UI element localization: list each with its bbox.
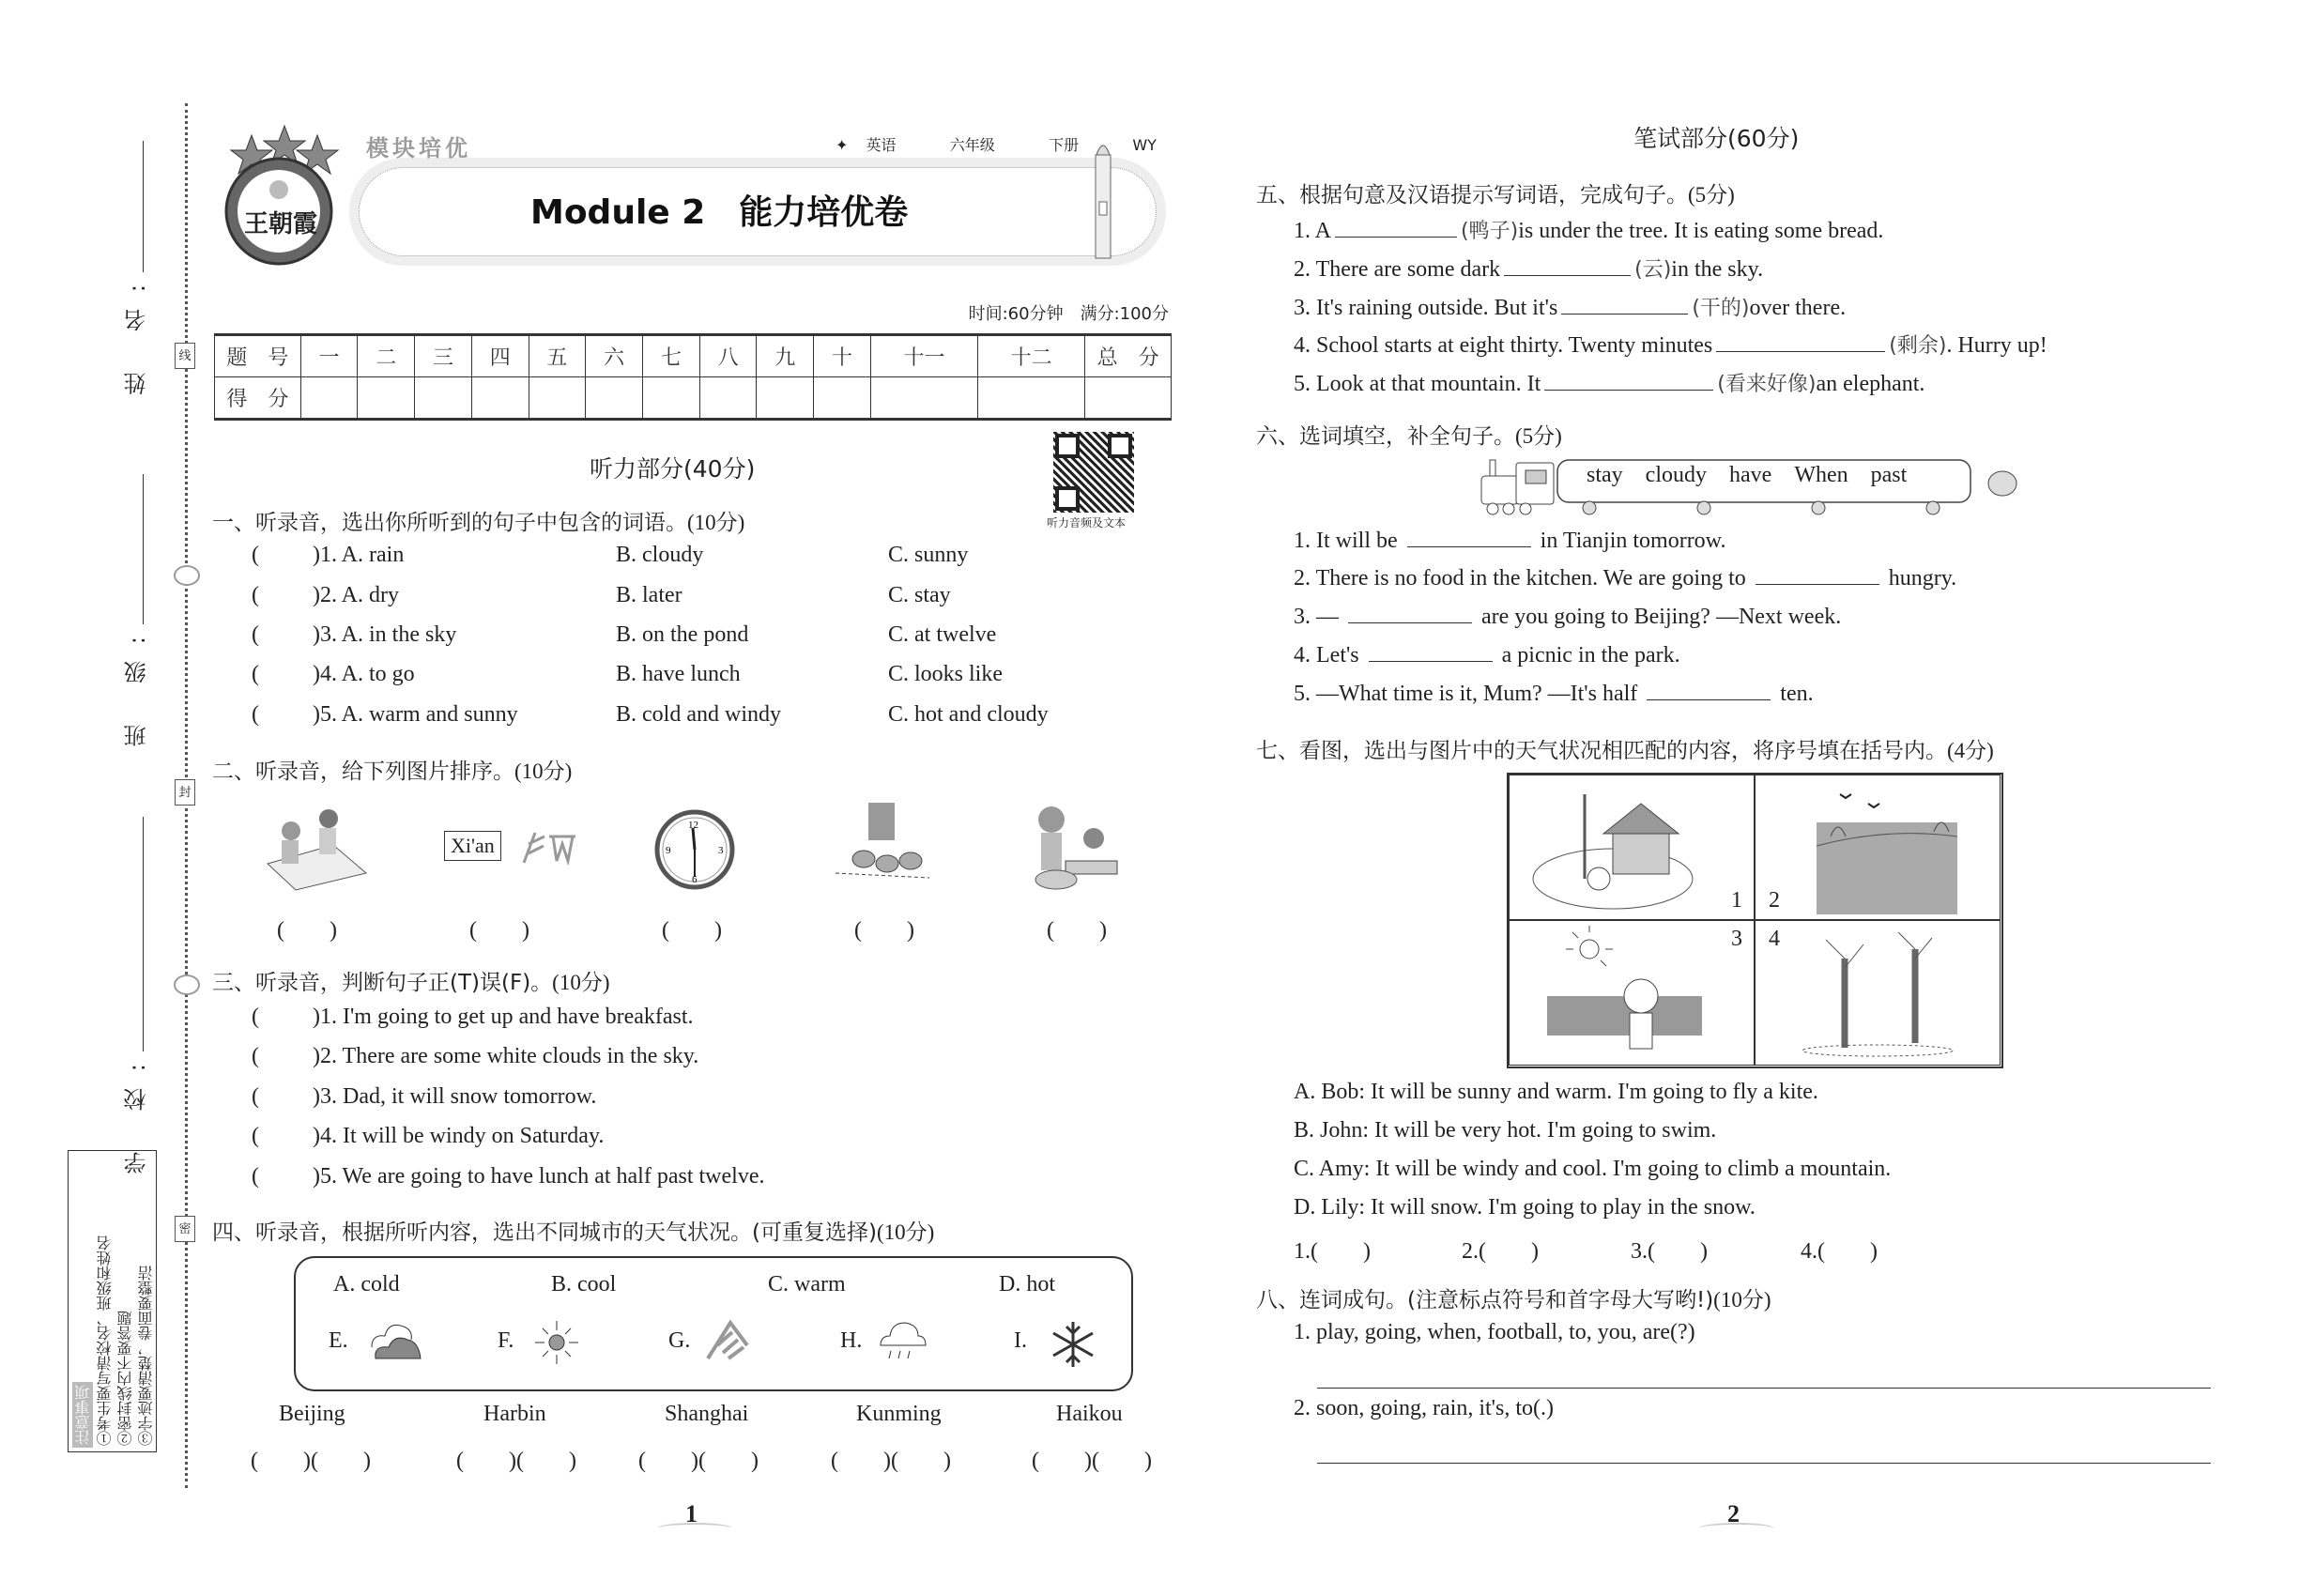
q7-answer-paren[interactable]: 4.( ) <box>1801 1239 1878 1264</box>
term: 下册 <box>1049 136 1080 154</box>
answer-paren[interactable]: ( <box>252 662 259 686</box>
score-header-cell: 五 <box>529 335 586 377</box>
q5-points: (5分) <box>1688 183 1735 207</box>
answer-paren[interactable]: ( <box>252 583 259 607</box>
rain-icon <box>876 1319 927 1373</box>
grade: 六年级 <box>949 136 995 154</box>
q6-text-after: in Tianjin tomorrow. <box>1540 529 1726 553</box>
q6-text-before: 1. It will be <box>1294 529 1398 553</box>
score-header-cell: 总 分 <box>1085 335 1172 377</box>
q6-item <box>1294 605 1841 630</box>
windy-icon <box>704 1319 751 1367</box>
q3-statement: )4. It will be windy on Saturday. <box>313 1124 605 1148</box>
q5-item <box>1294 292 1846 321</box>
score-input-cell[interactable] <box>586 377 643 420</box>
q6-item <box>1294 682 1814 707</box>
order-paren-4[interactable]: ( ) <box>854 918 914 943</box>
city-answer-parens[interactable]: ( )( ) <box>1032 1449 1152 1473</box>
picnic-picture <box>258 807 371 898</box>
q6-text-before: 2. There is no food in the kitchen. We are going to <box>1294 566 1746 591</box>
q3-statement: )5. We are going to have lunch at half past twelve. <box>313 1164 765 1189</box>
fill-blank[interactable] <box>1335 236 1457 238</box>
time-info: 时间:60分钟 满分:100分 <box>968 304 1169 324</box>
word-bank-word: past <box>1870 463 1908 487</box>
q5-item <box>1294 368 1924 397</box>
city-name: Shanghai <box>665 1402 749 1426</box>
seal-mark-seal: 封 <box>175 779 195 806</box>
ducks-picture <box>826 803 939 903</box>
q5-text-before: 5. Look at that mountain. It <box>1294 372 1541 396</box>
q5-item <box>1294 215 1883 244</box>
fill-blank[interactable] <box>1716 350 1885 352</box>
answer-paren[interactable]: ( <box>252 1084 259 1109</box>
picture-number: 3 <box>1731 927 1742 951</box>
xian-sign: Xi'an <box>444 831 501 861</box>
svg-text:9: 9 <box>666 845 671 856</box>
notice-box <box>68 1150 157 1452</box>
q6-heading <box>1256 419 1562 450</box>
school-label: 学 校: <box>124 1047 150 1174</box>
page-ornament <box>1699 1523 1774 1534</box>
q5-chinese-hint: (云) <box>1634 258 1672 282</box>
score-header-cell: 一 <box>300 335 358 377</box>
hot-boy-picture <box>1509 920 1755 1066</box>
city-name: Haikou <box>1056 1402 1123 1426</box>
q7-answer-paren[interactable]: 1.( ) <box>1294 1239 1371 1264</box>
score-header-cell: 八 <box>699 335 757 377</box>
q6-item <box>1294 566 1956 591</box>
q1-option-a: )2. A. dry <box>313 583 399 607</box>
answer-paren[interactable]: ( <box>252 1044 259 1068</box>
answer-paren[interactable]: ( <box>252 702 259 727</box>
brand-logo <box>208 122 349 268</box>
city-answer-parens[interactable]: ( )( ) <box>638 1449 759 1473</box>
q7-heading <box>1256 733 1994 764</box>
fill-blank[interactable] <box>1561 313 1688 315</box>
q5-text-after: an elephant. <box>1816 372 1925 396</box>
q6-points: (5分) <box>1515 424 1562 448</box>
score-input-cell[interactable] <box>699 377 757 420</box>
q3-heading <box>212 965 610 996</box>
q1-heading <box>212 505 744 536</box>
svg-text:6: 6 <box>692 874 698 885</box>
score-header-cell: 十二 <box>978 335 1085 377</box>
weather-word: B. cool <box>551 1272 617 1297</box>
q5-heading <box>1256 177 1735 208</box>
q5-item <box>1294 253 1763 283</box>
children-lunch-picture <box>1028 803 1122 898</box>
brand-name: 王朝霞 <box>244 210 318 238</box>
lighthouse-icon <box>1089 131 1117 263</box>
score-input-cell[interactable] <box>978 377 1085 420</box>
fill-blank[interactable] <box>1407 545 1531 547</box>
fill-blank[interactable] <box>1369 660 1493 662</box>
score-input-cell[interactable] <box>529 377 586 420</box>
notice-title: 注意事项 <box>72 1382 93 1448</box>
q1-option-a: )5. A. warm and sunny <box>313 702 518 727</box>
class-field[interactable] <box>143 474 144 624</box>
picture-number: 2 <box>1769 888 1780 913</box>
q5-item <box>1294 330 2047 359</box>
q8-heading <box>1256 1282 1771 1313</box>
fill-blank[interactable] <box>1756 583 1879 585</box>
score-input-cell[interactable] <box>471 377 529 420</box>
answer-line-2[interactable] <box>1317 1463 2211 1464</box>
clock-picture <box>654 809 735 897</box>
order-paren-1[interactable]: ( ) <box>277 918 337 943</box>
score-input-cell[interactable] <box>814 377 871 420</box>
word-bank-word: cloudy <box>1645 463 1707 487</box>
listening-section-title: 听力部分(40分) <box>590 455 756 483</box>
score-input-cell[interactable] <box>643 377 700 420</box>
series-label: 模块培优 <box>366 135 471 161</box>
fill-blank[interactable] <box>1544 389 1713 391</box>
q1-option-a: )1. A. rain <box>313 543 405 567</box>
q4-points: (10分) <box>876 1220 935 1244</box>
q1-option-c: C. at twelve <box>888 622 997 647</box>
page-title: Module 2 能力培优卷 <box>530 193 909 232</box>
score-row <box>215 377 1172 420</box>
writing-section-title: 笔试部分(60分) <box>1633 125 1800 152</box>
q5-chinese-hint: (看来好像) <box>1717 373 1817 396</box>
score-header-cell: 二 <box>358 335 415 377</box>
notice-item: ③字迹要清楚，卷面要整洁 <box>139 1266 155 1446</box>
weather-word: C. warm <box>768 1272 846 1297</box>
score-table <box>214 333 1172 421</box>
seal-mark-secret: 密 <box>175 1216 195 1242</box>
score-input-cell[interactable] <box>757 377 814 420</box>
q1-option-b: B. cloudy <box>616 543 704 567</box>
name-field[interactable] <box>143 141 144 272</box>
svg-text:3: 3 <box>718 845 724 856</box>
q1-option-b: B. on the pond <box>616 622 749 647</box>
score-header-row <box>215 335 1172 377</box>
q5-text-after: in the sky. <box>1671 257 1764 282</box>
city-name: Kunming <box>856 1402 942 1426</box>
score-header-cell: 十 <box>814 335 871 377</box>
answer-paren[interactable]: ( <box>252 622 259 647</box>
q3-statement: )1. I'm going to get up and have breakfast. <box>313 1005 694 1029</box>
weather-word: A. cold <box>333 1272 400 1297</box>
weather-option-label: F. <box>498 1328 514 1353</box>
edition: WY <box>1132 136 1157 154</box>
q1-option-c: C. looks like <box>888 662 1004 686</box>
q5-text-before: 1. A <box>1294 219 1332 243</box>
q6-text-after: are you going to Beijing? —Next week. <box>1481 605 1842 629</box>
q2-heading <box>212 754 572 785</box>
subject: 英语 <box>866 136 897 154</box>
q4-heading <box>212 1215 934 1246</box>
weather-option-label: H. <box>840 1328 863 1353</box>
score-input-cell[interactable] <box>358 377 415 420</box>
q3-statement: )3. Dad, it will snow tomorrow. <box>313 1084 597 1109</box>
weather-word: D. hot <box>999 1272 1055 1297</box>
q6-item <box>1294 643 1680 668</box>
score-header-cell: 四 <box>471 335 529 377</box>
word-bank-word: When <box>1794 463 1848 487</box>
order-paren-5[interactable]: ( ) <box>1047 918 1107 943</box>
q1-points: (10分) <box>687 511 745 534</box>
spring-park-picture <box>1755 775 2001 920</box>
score-header-cell: 题 号 <box>215 335 301 377</box>
weather-option-label: G. <box>668 1328 691 1353</box>
city-answer-parens[interactable]: ( )( ) <box>251 1449 371 1473</box>
picture-number: 1 <box>1731 888 1742 913</box>
windy-trees-picture <box>1755 920 2001 1066</box>
train-word-bank <box>1479 455 2042 528</box>
score-header-cell: 七 <box>643 335 700 377</box>
q6-item <box>1294 529 1725 554</box>
sparkle-icon: ✦ <box>836 136 866 154</box>
picture-number: 4 <box>1769 927 1780 951</box>
fill-blank[interactable] <box>1647 698 1771 700</box>
answer-paren[interactable]: ( <box>252 1164 259 1189</box>
q6-text-before: 3. — <box>1294 605 1339 629</box>
notice-item: ②密封线内不要答题 <box>118 1311 134 1446</box>
q1-option-c: C. stay <box>888 583 951 607</box>
weather-pictures-grid <box>1507 773 2003 1068</box>
q6-text-after: hungry. <box>1888 566 1957 591</box>
q1-option-c: C. hot and cloudy <box>888 702 1049 727</box>
snow-icon <box>1050 1319 1096 1376</box>
notice-item: ①考生要写清校名、班级和姓名 <box>98 1235 114 1446</box>
q6-text-before: 4. Let's <box>1294 643 1359 668</box>
q1-option-b: B. later <box>616 583 682 607</box>
word-bank-word: stay <box>1587 463 1623 487</box>
cloudy-icon <box>364 1319 426 1367</box>
score-header-cell: 六 <box>586 335 643 377</box>
q8-item: 1. play, going, when, football, to, you, are(?) <box>1294 1320 1695 1344</box>
q2-heading-text: 二、听录音，给下列图片排序。 <box>212 760 514 784</box>
q5-chinese-hint: (剩余) <box>1889 334 1947 358</box>
weather-option-label: E. <box>329 1328 348 1353</box>
city-name: Beijing <box>279 1402 345 1426</box>
q5-text-after: is under the tree. It is eating some bread. <box>1518 219 1884 243</box>
score-input-cell[interactable] <box>1085 377 1172 420</box>
qr-code[interactable] <box>1053 432 1134 513</box>
city-name: Harbin <box>483 1402 546 1426</box>
answer-line-1[interactable] <box>1317 1388 2211 1389</box>
city-answer-parens[interactable]: ( )( ) <box>831 1449 951 1473</box>
q3-statement: )2. There are some white clouds in the sky. <box>313 1044 699 1068</box>
school-field[interactable] <box>143 817 144 1051</box>
answer-paren[interactable]: ( <box>252 1005 259 1029</box>
q5-text-before: 3. It's raining outside. But it's <box>1294 296 1558 320</box>
score-input-cell[interactable] <box>415 377 472 420</box>
q7-answer-paren[interactable]: 2.( ) <box>1462 1239 1539 1264</box>
score-label-cell: 得 分 <box>215 377 301 420</box>
q1-option-c: C. sunny <box>888 543 969 567</box>
q7-heading-text: 七、看图，选出与图片中的天气状况相匹配的内容，将序号填在括号内。 <box>1256 739 1947 763</box>
weather-option-label: I. <box>1014 1328 1027 1353</box>
seal-circle-icon <box>174 974 200 995</box>
q5-text-after: . Hurry up! <box>1946 333 2047 358</box>
page-number-1: 1 <box>685 1500 698 1527</box>
q3-heading-text: 三、听录音，判断句子正(T)误(F)。 <box>212 971 553 995</box>
order-paren-3[interactable]: ( ) <box>662 918 722 943</box>
q7-option: B. John: It will be very hot. I'm going to swim. <box>1294 1118 1717 1143</box>
name-label: 姓 名: <box>124 268 150 395</box>
page-number-2: 2 <box>1727 1500 1740 1527</box>
score-header-cell: 十一 <box>870 335 977 377</box>
q7-points: (4分) <box>1947 739 1994 762</box>
seal-mark-line: 线 <box>175 343 195 369</box>
q6-text-after: ten. <box>1780 682 1814 706</box>
snowy-house-picture <box>1509 775 1755 920</box>
page-ornament <box>657 1523 732 1534</box>
score-input-cell[interactable] <box>870 377 977 420</box>
fill-blank[interactable] <box>1348 622 1472 623</box>
q7-option: A. Bob: It will be sunny and warm. I'm going to fly a kite. <box>1294 1080 1818 1104</box>
answer-paren[interactable]: ( <box>252 543 259 567</box>
q5-chinese-hint: (鸭子) <box>1461 220 1519 243</box>
q5-heading-text: 五、根据句意及汉语提示写词语，完成句子。 <box>1256 183 1688 207</box>
q1-option-b: B. cold and windy <box>616 702 781 727</box>
score-header-cell: 三 <box>415 335 472 377</box>
q6-text-after: a picnic in the park. <box>1501 643 1680 668</box>
q7-option: D. Lily: It will snow. I'm going to play in the snow. <box>1294 1195 1756 1220</box>
order-paren-2[interactable]: ( ) <box>469 918 529 943</box>
q3-points: (10分) <box>552 971 610 994</box>
score-input-cell[interactable] <box>300 377 358 420</box>
sunny-icon <box>533 1319 580 1373</box>
word-bank-word: have <box>1729 463 1772 487</box>
q8-points: (10分) <box>1713 1288 1771 1312</box>
q1-option-a: )4. A. to go <box>313 662 415 686</box>
q5-text-after: over there. <box>1749 296 1847 320</box>
q5-text-before: 2. There are some dark <box>1294 257 1501 282</box>
class-label: 班 级: <box>124 620 150 747</box>
q6-heading-text: 六、选词填空，补全句子。 <box>1256 424 1515 449</box>
q5-chinese-hint: (干的) <box>1692 297 1750 320</box>
q1-option-b: B. have lunch <box>616 662 741 686</box>
q5-text-before: 4. School starts at eight thirty. Twenty minutes <box>1294 333 1713 358</box>
q4-heading-text: 四、听录音，根据所听内容，选出不同城市的天气状况。(可重复选择) <box>212 1220 877 1245</box>
city-answer-parens[interactable]: ( )( ) <box>456 1449 576 1473</box>
q8-item: 2. soon, going, rain, it's, to(.) <box>1294 1396 1554 1420</box>
q7-answer-paren[interactable]: 3.( ) <box>1631 1239 1708 1264</box>
q1-option-a: )3. A. in the sky <box>313 622 457 647</box>
svg-text:12: 12 <box>688 820 698 831</box>
score-header-cell: 九 <box>757 335 814 377</box>
q6-text-before: 5. —What time is it, Mum? —It's half <box>1294 682 1638 706</box>
windy-picture <box>521 831 577 871</box>
qr-caption: 听力音频及文本 <box>1047 516 1127 529</box>
q2-points: (10分) <box>514 760 573 783</box>
seal-circle-icon <box>174 565 200 586</box>
q7-option: C. Amy: It will be windy and cool. I'm going to climb a mountain. <box>1294 1157 1892 1181</box>
fill-blank[interactable] <box>1504 274 1631 276</box>
q8-heading-text: 八、连词成句。(注意标点符号和首字母大写哟!) <box>1256 1288 1714 1312</box>
answer-paren[interactable]: ( <box>252 1124 259 1148</box>
q1-heading-text: 一、听录音，选出你所听到的句子中包含的词语。 <box>212 511 687 535</box>
